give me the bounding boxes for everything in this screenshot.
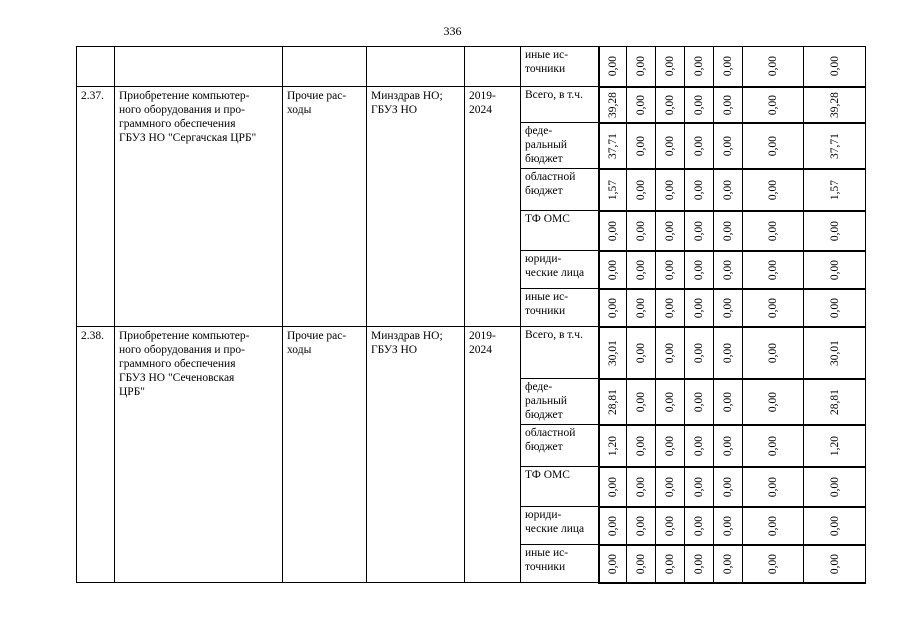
source-cell-text: ТФ ОМС bbox=[525, 469, 570, 481]
value-cell bbox=[714, 379, 743, 425]
value-cell bbox=[743, 87, 804, 123]
empty-cell bbox=[465, 47, 521, 87]
value-cell bbox=[714, 123, 743, 169]
value-cell bbox=[599, 289, 627, 327]
value-cell bbox=[685, 169, 714, 211]
value-cell bbox=[656, 507, 685, 545]
value-cell bbox=[599, 327, 627, 379]
value-cell bbox=[627, 327, 656, 379]
value-cell bbox=[714, 289, 743, 327]
value-text: 0,00 bbox=[664, 94, 676, 115]
value-text: 0,00 bbox=[693, 342, 705, 363]
value-cell bbox=[685, 379, 714, 425]
value-cell bbox=[656, 379, 685, 425]
value-cell bbox=[743, 123, 804, 169]
value-cell bbox=[685, 47, 714, 87]
value-cell bbox=[627, 251, 656, 289]
value-text: 0,00 bbox=[606, 220, 619, 241]
value-text: 0,00 bbox=[635, 297, 647, 318]
source-cell-text: Всего, в т.ч. bbox=[525, 89, 583, 101]
source-cell bbox=[521, 467, 599, 507]
value-cell bbox=[714, 507, 743, 545]
value-text: 0,00 bbox=[767, 56, 779, 77]
table-row bbox=[77, 47, 866, 87]
value-text: 0,00 bbox=[828, 56, 841, 77]
source-cell bbox=[521, 169, 599, 211]
value-cell bbox=[656, 169, 685, 211]
value-cell bbox=[627, 211, 656, 251]
value-cell bbox=[743, 289, 804, 327]
value-cell bbox=[656, 545, 685, 583]
source-cell bbox=[521, 425, 599, 467]
source-cell-text: иные ис- точники bbox=[525, 291, 569, 317]
source-cell-text: областной бюджет bbox=[525, 427, 576, 453]
value-text: 0,00 bbox=[722, 515, 734, 536]
value-text: 30,01 bbox=[828, 339, 841, 366]
value-text: 28,81 bbox=[606, 388, 619, 415]
empty-cell bbox=[77, 47, 115, 87]
value-text: 0,00 bbox=[767, 342, 779, 363]
value-cell bbox=[804, 47, 866, 87]
value-cell bbox=[743, 467, 804, 507]
source-cell-text: ТФ ОМС bbox=[525, 213, 570, 225]
value-cell bbox=[714, 327, 743, 379]
item-name bbox=[115, 327, 283, 583]
value-cell bbox=[599, 211, 627, 251]
value-cell bbox=[627, 425, 656, 467]
source-cell bbox=[521, 251, 599, 289]
value-cell bbox=[685, 123, 714, 169]
value-text: 0,00 bbox=[722, 435, 734, 456]
value-cell bbox=[804, 211, 866, 251]
source-cell-text: областной бюджет bbox=[525, 171, 576, 197]
value-text: 0,00 bbox=[767, 553, 779, 574]
cost-type-text: Прочие рас- ходы bbox=[287, 330, 347, 356]
value-text: 0,00 bbox=[635, 220, 647, 241]
value-cell bbox=[743, 545, 804, 583]
value-text: 0,00 bbox=[767, 179, 779, 200]
source-cell-text: феде- ральный бюджет bbox=[525, 381, 567, 421]
value-text: 1,20 bbox=[606, 435, 619, 456]
value-text: 0,00 bbox=[767, 476, 779, 497]
value-text: 0,00 bbox=[722, 297, 734, 318]
value-cell bbox=[656, 251, 685, 289]
value-text: 0,00 bbox=[606, 56, 619, 77]
source-cell bbox=[521, 87, 599, 123]
value-cell bbox=[627, 507, 656, 545]
period bbox=[465, 87, 521, 327]
value-cell bbox=[599, 87, 627, 123]
value-cell bbox=[627, 47, 656, 87]
value-text: 0,00 bbox=[664, 342, 676, 363]
source-cell-text: иные ис- точники bbox=[525, 547, 569, 573]
value-text: 0,00 bbox=[767, 259, 779, 280]
value-cell bbox=[599, 545, 627, 583]
value-cell bbox=[685, 87, 714, 123]
value-text: 0,00 bbox=[767, 297, 779, 318]
item-number-text: 2.37. bbox=[81, 90, 104, 102]
value-text: 0,00 bbox=[722, 94, 734, 115]
value-cell bbox=[743, 425, 804, 467]
item-name bbox=[115, 87, 283, 327]
value-cell bbox=[804, 123, 866, 169]
value-cell bbox=[804, 507, 866, 545]
value-text: 0,00 bbox=[693, 259, 705, 280]
value-text: 0,00 bbox=[722, 391, 734, 412]
value-text: 30,01 bbox=[606, 339, 619, 366]
empty-cell bbox=[283, 47, 367, 87]
value-text: 0,00 bbox=[664, 135, 676, 156]
value-cell bbox=[804, 545, 866, 583]
source-cell bbox=[521, 123, 599, 169]
value-text: 37,71 bbox=[606, 132, 619, 159]
value-text: 0,00 bbox=[635, 56, 647, 77]
value-text: 0,00 bbox=[664, 259, 676, 280]
value-text: 0,00 bbox=[693, 135, 705, 156]
value-cell bbox=[714, 251, 743, 289]
value-cell bbox=[627, 289, 656, 327]
value-text: 0,00 bbox=[606, 259, 619, 280]
value-text: 0,00 bbox=[664, 515, 676, 536]
table-row bbox=[77, 327, 866, 379]
period-text: 2019- 2024 bbox=[469, 330, 496, 356]
value-cell bbox=[599, 425, 627, 467]
value-cell bbox=[743, 211, 804, 251]
value-text: 0,00 bbox=[693, 179, 705, 200]
value-cell bbox=[656, 123, 685, 169]
value-cell bbox=[599, 251, 627, 289]
value-text: 0,00 bbox=[828, 476, 841, 497]
source-cell bbox=[521, 47, 599, 87]
source-cell-text: юриди- ческие лица bbox=[525, 509, 585, 535]
value-text: 0,00 bbox=[664, 553, 676, 574]
value-text: 0,00 bbox=[722, 135, 734, 156]
value-cell bbox=[743, 47, 804, 87]
value-cell bbox=[685, 545, 714, 583]
period bbox=[465, 327, 521, 583]
value-cell bbox=[685, 425, 714, 467]
value-cell bbox=[804, 289, 866, 327]
value-cell bbox=[714, 467, 743, 507]
value-text: 0,00 bbox=[664, 391, 676, 412]
value-text: 0,00 bbox=[828, 515, 841, 536]
value-cell bbox=[599, 507, 627, 545]
value-text: 28,81 bbox=[828, 388, 841, 415]
value-text: 0,00 bbox=[693, 94, 705, 115]
value-text: 37,71 bbox=[828, 132, 841, 159]
value-cell bbox=[685, 327, 714, 379]
cost-type-text: Прочие рас- ходы bbox=[287, 90, 347, 116]
source-cell-text: феде- ральный бюджет bbox=[525, 125, 567, 165]
value-text: 0,00 bbox=[722, 342, 734, 363]
value-cell bbox=[804, 87, 866, 123]
value-text: 0,00 bbox=[722, 220, 734, 241]
value-text: 0,00 bbox=[635, 135, 647, 156]
value-text: 0,00 bbox=[693, 435, 705, 456]
value-cell bbox=[685, 211, 714, 251]
value-cell bbox=[804, 425, 866, 467]
value-text: 0,00 bbox=[635, 515, 647, 536]
value-text: 0,00 bbox=[606, 515, 619, 536]
cost-type bbox=[283, 87, 367, 327]
item-number bbox=[77, 327, 115, 583]
value-text: 0,00 bbox=[722, 179, 734, 200]
value-cell bbox=[627, 545, 656, 583]
value-cell bbox=[743, 379, 804, 425]
value-text: 0,00 bbox=[828, 553, 841, 574]
value-cell bbox=[804, 251, 866, 289]
period-text: 2019- 2024 bbox=[469, 90, 496, 116]
value-cell bbox=[714, 47, 743, 87]
value-cell bbox=[627, 467, 656, 507]
value-cell bbox=[656, 87, 685, 123]
value-text: 0,00 bbox=[693, 391, 705, 412]
value-text: 0,00 bbox=[664, 435, 676, 456]
value-cell bbox=[656, 425, 685, 467]
value-text: 1,20 bbox=[828, 435, 841, 456]
value-cell bbox=[804, 327, 866, 379]
value-text: 0,00 bbox=[767, 220, 779, 241]
executor bbox=[367, 327, 465, 583]
value-text: 0,00 bbox=[635, 391, 647, 412]
executor bbox=[367, 87, 465, 327]
value-cell bbox=[627, 379, 656, 425]
value-text: 0,00 bbox=[693, 476, 705, 497]
value-text: 0,00 bbox=[635, 435, 647, 456]
value-text: 1,57 bbox=[828, 179, 841, 200]
source-cell bbox=[521, 211, 599, 251]
value-text: 0,00 bbox=[693, 553, 705, 574]
value-text: 0,00 bbox=[664, 220, 676, 241]
value-text: 0,00 bbox=[606, 476, 619, 497]
value-cell bbox=[685, 507, 714, 545]
value-cell bbox=[656, 327, 685, 379]
value-text: 0,00 bbox=[664, 179, 676, 200]
value-cell bbox=[599, 169, 627, 211]
value-text: 0,00 bbox=[828, 297, 841, 318]
value-text: 0,00 bbox=[635, 94, 647, 115]
value-text: 0,00 bbox=[722, 476, 734, 497]
value-text: 0,00 bbox=[693, 220, 705, 241]
funding-table bbox=[76, 46, 866, 584]
value-text: 0,00 bbox=[635, 553, 647, 574]
value-cell bbox=[599, 379, 627, 425]
item-number bbox=[77, 87, 115, 327]
value-cell bbox=[599, 123, 627, 169]
value-text: 0,00 bbox=[828, 259, 841, 280]
value-cell bbox=[685, 289, 714, 327]
value-cell bbox=[599, 467, 627, 507]
value-text: 0,00 bbox=[606, 297, 619, 318]
value-text: 39,28 bbox=[606, 91, 619, 118]
empty-cell bbox=[115, 47, 283, 87]
value-cell bbox=[627, 123, 656, 169]
value-cell bbox=[743, 327, 804, 379]
value-text: 0,00 bbox=[635, 342, 647, 363]
value-cell bbox=[804, 379, 866, 425]
value-text: 39,28 bbox=[828, 91, 841, 118]
value-cell bbox=[714, 545, 743, 583]
value-cell bbox=[685, 467, 714, 507]
source-cell-text: юриди- ческие лица bbox=[525, 253, 585, 279]
value-text: 0,00 bbox=[767, 515, 779, 536]
source-cell bbox=[521, 289, 599, 327]
value-text: 0,00 bbox=[635, 179, 647, 200]
value-text: 0,00 bbox=[635, 476, 647, 497]
value-text: 0,00 bbox=[767, 435, 779, 456]
empty-cell bbox=[367, 47, 465, 87]
value-text: 0,00 bbox=[722, 553, 734, 574]
source-cell bbox=[521, 507, 599, 545]
item-name-text: Приобретение компьютер- ного оборудования и про- граммного обеспечения ГБУЗ НО "Сергачская ЦРБ" bbox=[119, 90, 257, 144]
item-name-text: Приобретение компьютер- ного оборудования и про- граммного обеспечения ГБУЗ НО "Сеченовская ЦРБ" bbox=[119, 330, 250, 398]
value-text: 0,00 bbox=[664, 56, 676, 77]
value-cell bbox=[599, 47, 627, 87]
value-text: 0,00 bbox=[693, 297, 705, 318]
value-text: 0,00 bbox=[606, 553, 619, 574]
value-text: 0,00 bbox=[722, 259, 734, 280]
value-text: 0,00 bbox=[722, 56, 734, 77]
page-number: 336 bbox=[443, 24, 462, 38]
source-cell-text: Всего, в т.ч. bbox=[525, 329, 583, 341]
value-text: 0,00 bbox=[693, 515, 705, 536]
value-cell bbox=[743, 507, 804, 545]
executor-text: Минздрав НО; ГБУЗ НО bbox=[371, 330, 443, 356]
value-cell bbox=[656, 211, 685, 251]
value-text: 0,00 bbox=[767, 135, 779, 156]
value-cell bbox=[714, 169, 743, 211]
value-cell bbox=[804, 169, 866, 211]
table-row bbox=[77, 87, 866, 123]
value-text: 0,00 bbox=[767, 391, 779, 412]
value-text: 0,00 bbox=[635, 259, 647, 280]
value-cell bbox=[714, 425, 743, 467]
value-cell bbox=[627, 87, 656, 123]
value-text: 1,57 bbox=[606, 179, 619, 200]
source-cell bbox=[521, 327, 599, 379]
source-cell bbox=[521, 545, 599, 583]
value-cell bbox=[656, 47, 685, 87]
value-cell bbox=[627, 169, 656, 211]
source-cell-text: иные ис- точники bbox=[525, 49, 569, 75]
value-text: 0,00 bbox=[767, 94, 779, 115]
value-cell bbox=[714, 87, 743, 123]
source-cell bbox=[521, 379, 599, 425]
value-text: 0,00 bbox=[664, 297, 676, 318]
value-cell bbox=[714, 211, 743, 251]
value-text: 0,00 bbox=[693, 56, 705, 77]
value-cell bbox=[685, 251, 714, 289]
value-cell bbox=[743, 251, 804, 289]
executor-text: Минздрав НО; ГБУЗ НО bbox=[371, 90, 443, 116]
value-cell bbox=[656, 289, 685, 327]
value-text: 0,00 bbox=[828, 220, 841, 241]
value-cell bbox=[743, 169, 804, 211]
cost-type bbox=[283, 327, 367, 583]
item-number-text: 2.38. bbox=[81, 330, 104, 342]
value-cell bbox=[656, 467, 685, 507]
value-text: 0,00 bbox=[664, 476, 676, 497]
value-cell bbox=[804, 467, 866, 507]
